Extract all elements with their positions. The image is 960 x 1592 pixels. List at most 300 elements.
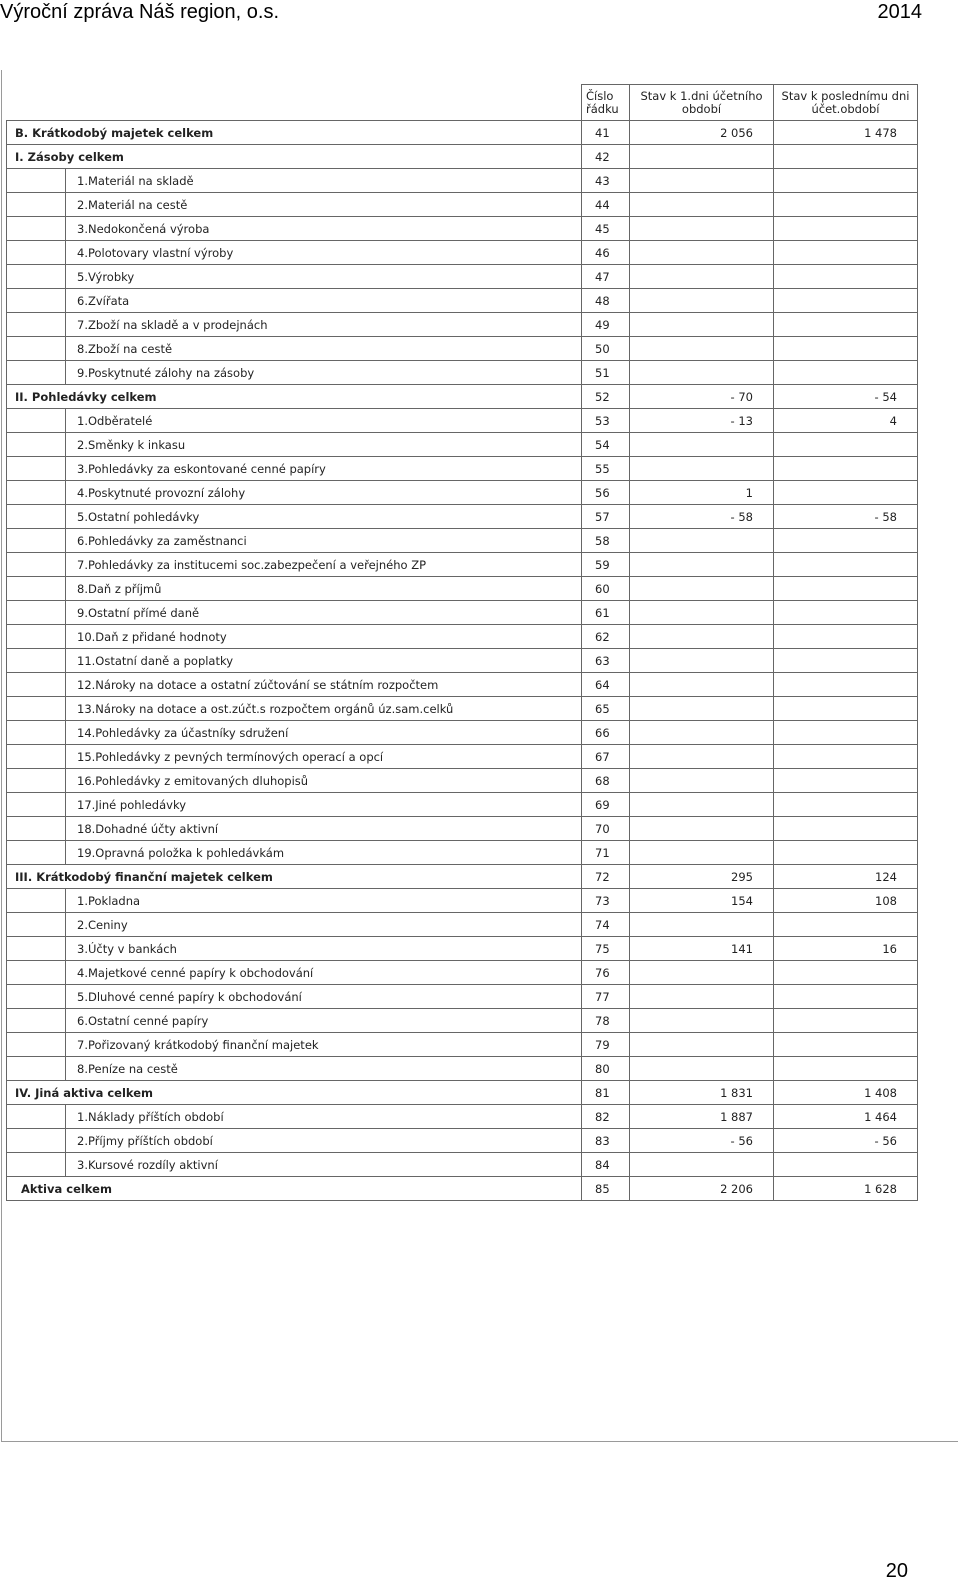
row-label [7,793,582,817]
value-end [774,985,918,1009]
row-number: 69 [582,793,630,817]
row-label [7,169,582,193]
value-start [630,673,774,697]
value-end [774,1009,918,1033]
value-start [630,577,774,601]
row-label: II. Pohledávky celkem [7,385,582,409]
table-row [7,1033,918,1057]
value-end [774,745,918,769]
row-number: 51 [582,361,630,385]
indent-cell [7,361,66,385]
value-end: 16 [774,937,918,961]
table-row [7,601,918,625]
value-start [630,841,774,865]
table-row [7,985,918,1009]
indent-cell [7,817,66,841]
row-label [7,1057,582,1081]
row-label [7,553,582,577]
row-number: 68 [582,769,630,793]
row-label [7,1153,582,1177]
value-end: 4 [774,409,918,433]
indent-cell [7,985,66,1009]
value-start: - 70 [630,385,774,409]
indent-cell [7,505,66,529]
table-row [7,121,918,145]
row-label-text: 13.Nároky na dotace a ost.zúčt.s rozpočtem orgánů úz.sam.celků [77,701,454,716]
value-end [774,169,918,193]
row-number: 63 [582,649,630,673]
row-number: 77 [582,985,630,1009]
row-number: 84 [582,1153,630,1177]
row-label-text: 8.Zboží na cestě [77,341,173,356]
row-label-text: 2.Příjmy příštích období [77,1133,213,1148]
table-row [7,409,918,433]
value-end: 1 478 [774,121,918,145]
table-row [7,433,918,457]
row-number: 44 [582,193,630,217]
value-start [630,1009,774,1033]
row-number: 48 [582,289,630,313]
value-end [774,265,918,289]
value-end [774,601,918,625]
value-start [630,649,774,673]
table-row [7,577,918,601]
value-start [630,241,774,265]
table-row [7,1081,918,1105]
value-end [774,193,918,217]
row-label [7,961,582,985]
value-start [630,697,774,721]
row-number: 57 [582,505,630,529]
row-label-text: 5.Ostatní pohledávky [77,509,200,524]
row-label-text: 4.Majetkové cenné papíry k obchodování [77,965,314,980]
value-end [774,529,918,553]
page-header [0,0,960,24]
row-number: 62 [582,625,630,649]
value-start: - 56 [630,1129,774,1153]
table-row [7,889,918,913]
value-start [630,145,774,169]
table-row [7,193,918,217]
table-row [7,1129,918,1153]
table-row [7,913,918,937]
row-label [7,817,582,841]
indent-cell [7,913,66,937]
row-number: 71 [582,841,630,865]
row-label [7,265,582,289]
row-label-text: 6.Zvířata [77,293,130,308]
value-end [774,1153,918,1177]
value-start [630,1153,774,1177]
header-blank-cell [7,85,582,121]
row-number: 64 [582,673,630,697]
row-label [7,529,582,553]
indent-cell [7,529,66,553]
row-label [7,1009,582,1033]
row-number: 66 [582,721,630,745]
row-label [7,217,582,241]
indent-cell [7,1009,66,1033]
value-start [630,313,774,337]
indent-cell [7,601,66,625]
row-number: 76 [582,961,630,985]
value-end [774,457,918,481]
row-label-text: 18.Dohadné účty aktivní [77,821,219,836]
value-start: - 58 [630,505,774,529]
row-number: 83 [582,1129,630,1153]
value-end: 124 [774,865,918,889]
value-end [774,961,918,985]
row-number: 55 [582,457,630,481]
value-start [630,1057,774,1081]
table-row [7,673,918,697]
value-start: 295 [630,865,774,889]
row-number: 81 [582,1081,630,1105]
row-label-text: 4.Polotovary vlastní výroby [77,245,234,260]
value-end [774,481,918,505]
value-end [774,217,918,241]
value-start [630,817,774,841]
value-start: 2 206 [630,1177,774,1201]
value-start [630,457,774,481]
value-start: 2 056 [630,121,774,145]
row-label-text: 6.Ostatní cenné papíry [77,1013,209,1028]
indent-cell [7,721,66,745]
table-row [7,937,918,961]
row-label-text: 3.Účty v bankách [77,941,177,956]
row-number: 54 [582,433,630,457]
indent-cell [7,169,66,193]
row-label-text: 9.Ostatní přímé daně [77,605,200,620]
row-label [7,601,582,625]
value-start: 1 [630,481,774,505]
row-number: 60 [582,577,630,601]
value-start [630,361,774,385]
page-number: 20 [885,1560,908,1582]
table-row [7,745,918,769]
value-end: 1 628 [774,1177,918,1201]
value-end [774,577,918,601]
row-label-text: 14.Pohledávky za účastníky sdružení [77,725,289,740]
value-start [630,337,774,361]
row-label-text: 7.Pořizovaný krátkodobý finanční majetek [77,1037,319,1052]
indent-cell [7,1057,66,1081]
value-end: 108 [774,889,918,913]
table-body [7,121,918,1201]
row-number: 59 [582,553,630,577]
indent-cell [7,697,66,721]
row-label [7,289,582,313]
value-end [774,553,918,577]
row-label-text: 9.Poskytnuté zálohy na zásoby [77,365,255,380]
table-row [7,361,918,385]
indent-cell [7,1129,66,1153]
value-end: - 56 [774,1129,918,1153]
row-label [7,673,582,697]
indent-cell [7,337,66,361]
row-number: 73 [582,889,630,913]
value-start: 1 831 [630,1081,774,1105]
value-end: 1 464 [774,1105,918,1129]
value-end [774,673,918,697]
indent-cell [7,649,66,673]
row-label: B. Krátkodobý majetek celkem [7,121,582,145]
row-label [7,889,582,913]
table-row [7,553,918,577]
value-start [630,529,774,553]
indent-cell [7,769,66,793]
row-label-text: 8.Daň z příjmů [77,581,162,596]
indent-cell [7,1153,66,1177]
value-start [630,961,774,985]
table-row [7,817,918,841]
row-label [7,337,582,361]
row-number: 49 [582,313,630,337]
row-label-text: 1.Pokladna [77,893,141,908]
row-label-text: 3.Kursové rozdíly aktivní [77,1157,218,1172]
row-label-text: 11.Ostatní daně a poplatky [77,653,234,668]
row-label-text: 8.Peníze na cestě [77,1061,178,1076]
indent-cell [7,481,66,505]
row-label: IV. Jiná aktiva celkem [7,1081,582,1105]
value-end [774,793,918,817]
indent-cell [7,793,66,817]
value-end [774,145,918,169]
indent-cell [7,673,66,697]
row-label-text: 3.Pohledávky za eskontované cenné papíry [77,461,326,476]
row-label [7,913,582,937]
value-start [630,1033,774,1057]
row-label [7,721,582,745]
row-label: I. Zásoby celkem [7,145,582,169]
table-row [7,505,918,529]
table-row [7,961,918,985]
row-label [7,937,582,961]
indent-cell [7,241,66,265]
row-label [7,985,582,1009]
value-end [774,433,918,457]
row-number: 61 [582,601,630,625]
value-start [630,913,774,937]
value-end [774,289,918,313]
row-label-text: 10.Daň z přidané hodnoty [77,629,227,644]
table-row [7,529,918,553]
value-start [630,265,774,289]
value-start [630,433,774,457]
indent-cell [7,961,66,985]
table-row [7,697,918,721]
value-start [630,289,774,313]
row-label [7,241,582,265]
row-number: 42 [582,145,630,169]
row-label [7,313,582,337]
value-end [774,817,918,841]
row-label-text: 1.Náklady příštích období [77,1109,224,1124]
table-header-row [7,85,918,121]
value-start [630,793,774,817]
row-number: 52 [582,385,630,409]
row-number: 47 [582,265,630,289]
row-label-text: 7.Pohledávky za institucemi soc.zabezpečení a veřejného ZP [77,557,427,572]
table-row [7,1057,918,1081]
value-end [774,361,918,385]
value-end [774,1057,918,1081]
table-row [7,289,918,313]
header-row-number: Číslo řádku [582,85,630,121]
row-number: 82 [582,1105,630,1129]
row-number: 56 [582,481,630,505]
table-row [7,481,918,505]
table-row [7,457,918,481]
table-row [7,1177,918,1201]
table-row [7,217,918,241]
row-number: 85 [582,1177,630,1201]
row-label-text: 3.Nedokončená výroba [77,221,210,236]
table-row [7,169,918,193]
document-title: Výroční zpráva Náš region, o.s. [0,1,280,23]
table-row [7,649,918,673]
row-label [7,193,582,217]
table-row [7,1105,918,1129]
table-row [7,313,918,337]
row-number: 74 [582,913,630,937]
row-label-text: 12.Nároky na dotace a ostatní zúčtování se státním rozpočtem [77,677,439,692]
indent-cell [7,625,66,649]
row-label [7,745,582,769]
value-end [774,241,918,265]
balance-sheet-table [6,84,918,1201]
value-end [774,1033,918,1057]
value-end [774,697,918,721]
value-end [774,769,918,793]
value-end: - 54 [774,385,918,409]
value-start: 154 [630,889,774,913]
row-label [7,1033,582,1057]
row-label [7,1105,582,1129]
value-end: - 58 [774,505,918,529]
value-start [630,625,774,649]
indent-cell [7,433,66,457]
row-label-text: 19.Opravná položka k pohledávkám [77,845,285,860]
table-row [7,145,918,169]
row-number: 53 [582,409,630,433]
value-start [630,745,774,769]
row-number: 65 [582,697,630,721]
header-end-of-period: Stav k poslednímu dni účet.období [774,85,918,121]
row-label [7,625,582,649]
row-label-text: 15.Pohledávky z pevných termínových operací a opcí [77,749,384,764]
table-row [7,241,918,265]
value-start [630,553,774,577]
table-row [7,385,918,409]
value-end [774,313,918,337]
value-end [774,649,918,673]
indent-cell [7,289,66,313]
row-label [7,649,582,673]
row-label [7,457,582,481]
row-number: 46 [582,241,630,265]
row-number: 78 [582,1009,630,1033]
value-end [774,625,918,649]
row-label-text: 6.Pohledávky za zaměstnanci [77,533,247,548]
value-end [774,337,918,361]
indent-cell [7,409,66,433]
value-start [630,217,774,241]
value-start: 141 [630,937,774,961]
table-row [7,337,918,361]
row-label-text: 1.Materiál na skladě [77,173,194,188]
row-number: 79 [582,1033,630,1057]
row-label-text: 2.Směnky k inkasu [77,437,186,452]
row-label-text: 5.Dluhové cenné papíry k obchodování [77,989,302,1004]
row-label: Aktiva celkem [7,1177,582,1201]
row-label-text: 2.Ceniny [77,917,128,932]
row-label-text: 2.Materiál na cestě [77,197,188,212]
row-label-text: 4.Poskytnuté provozní zálohy [77,485,246,500]
row-label-text: 7.Zboží na skladě a v prodejnách [77,317,268,332]
row-number: 41 [582,121,630,145]
indent-cell [7,553,66,577]
indent-cell [7,265,66,289]
indent-cell [7,841,66,865]
row-label-text: 16.Pohledávky z emitovaných dluhopisů [77,773,309,788]
row-label [7,481,582,505]
row-label [7,577,582,601]
value-start [630,985,774,1009]
row-label [7,1129,582,1153]
indent-cell [7,937,66,961]
value-start: 1 887 [630,1105,774,1129]
row-label [7,697,582,721]
row-label [7,409,582,433]
row-number: 75 [582,937,630,961]
value-start [630,193,774,217]
value-start [630,769,774,793]
row-number: 58 [582,529,630,553]
row-number: 80 [582,1057,630,1081]
value-start [630,601,774,625]
row-label [7,841,582,865]
table-row [7,625,918,649]
row-label-text: 5.Výrobky [77,269,135,284]
table-row [7,865,918,889]
value-start [630,721,774,745]
table-row [7,793,918,817]
table-row [7,1009,918,1033]
indent-cell [7,889,66,913]
value-end [774,913,918,937]
value-end [774,721,918,745]
indent-cell [7,217,66,241]
table-row [7,841,918,865]
table-row [7,1153,918,1177]
value-start: - 13 [630,409,774,433]
row-label [7,361,582,385]
row-label-text: 17.Jiné pohledávky [77,797,186,812]
header-start-of-period: Stav k 1.dni účetního období [630,85,774,121]
indent-cell [7,457,66,481]
row-number: 72 [582,865,630,889]
value-end: 1 408 [774,1081,918,1105]
table-row [7,769,918,793]
row-number: 67 [582,745,630,769]
row-label [7,433,582,457]
row-number: 50 [582,337,630,361]
row-label-text: 1.Odběratelé [77,413,153,428]
row-number: 43 [582,169,630,193]
value-start [630,169,774,193]
document-year: 2014 [877,1,922,23]
